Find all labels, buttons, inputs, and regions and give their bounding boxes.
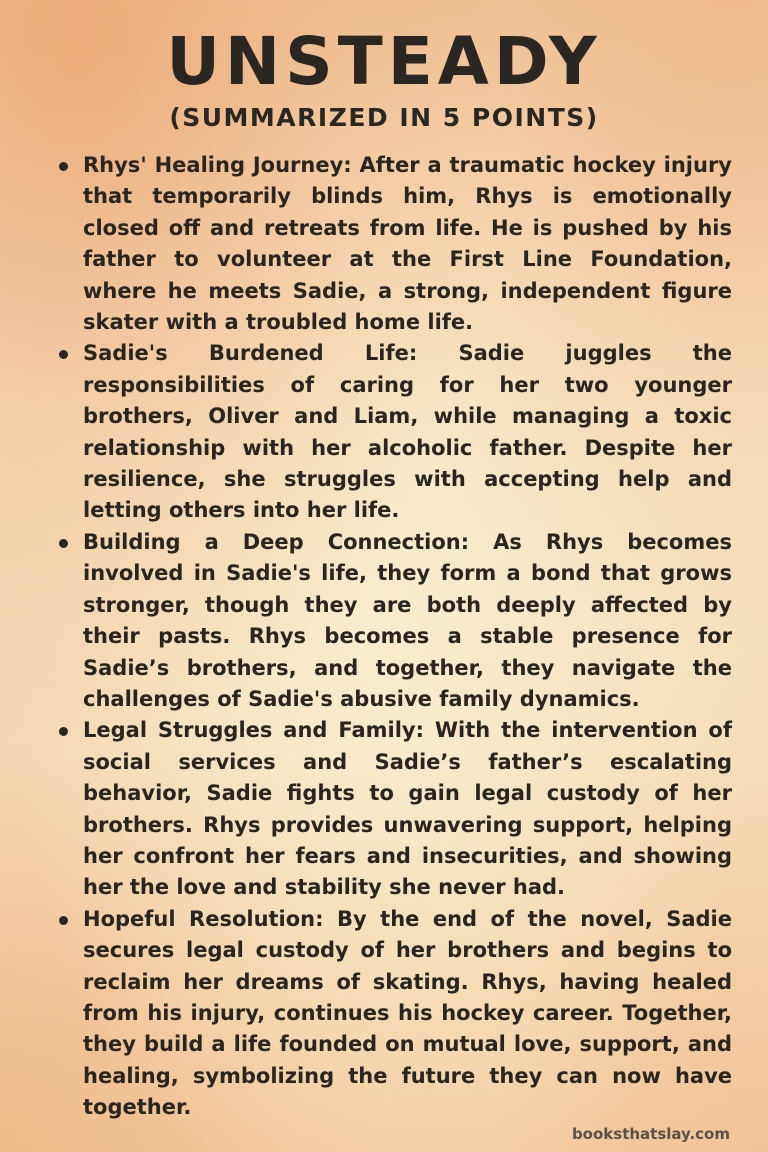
summary-point-3 — [56, 527, 732, 715]
page-title: UNSTEADY — [166, 23, 602, 100]
summary-point-text: Sadie's Burdened Life: Sadie juggles the responsibilities of caring for her two younger brothers, Oliver and Liam, while managing a toxic relationship with her alcoholic father. Despite her resilience, she struggles with accepting help and letting others into her life. — [83, 341, 732, 523]
summary-point-text: Rhys' Healing Journey: After a traumatic hockey injury that temporarily blinds him, Rhys is emotionally closed off and retreats from life. He is pushed by his father to volunteer at the First Line Foundation, where he meets Sadie, a strong, independent figure skater with a troubled home life. — [83, 153, 732, 335]
summary-point-1 — [56, 150, 732, 338]
source-watermark: booksthatslay.com — [571, 1125, 730, 1143]
summary-point-text: Building a Deep Connection: As Rhys becomes involved in Sadie's life, they form a bond that grows stronger, though they are both deeply affected by their pasts. Rhys becomes a stable presence for Sadie’s brothers, and together, they navigate the challenges of Sadie's abusive family dynamics. — [83, 529, 732, 711]
summary-points-list — [56, 150, 732, 1124]
summary-point-text: Legal Struggles and Family: With the intervention of social services and Sadie’s father’s escalating behavior, Sadie fights to gain legal custody of her brothers. Rhys provides unwavering support, helping her confront her fears and insecurities, and showing her the love and stability she never had. — [83, 718, 732, 900]
bullet-dot-icon — [59, 162, 68, 171]
bullet-dot-icon — [59, 727, 68, 736]
summary-point-4 — [56, 715, 732, 903]
bullet-dot-icon — [59, 539, 68, 548]
summary-point-text: Hopeful Resolution: By the end of the novel, Sadie secures legal custody of her brothers and begins to reclaim her dreams of skating. Rhys, having healed from his injury, continues his hockey career. Together, they build a life founded on mutual love, support, and healing, symbolizing the future they can now have together. — [83, 906, 732, 1120]
summary-point-2 — [56, 338, 732, 526]
bullet-dot-icon — [59, 350, 68, 359]
summary-point-5 — [56, 904, 732, 1124]
page-subtitle: (SUMMARIZED IN 5 POINTS) — [169, 103, 599, 132]
bullet-dot-icon — [59, 916, 68, 925]
